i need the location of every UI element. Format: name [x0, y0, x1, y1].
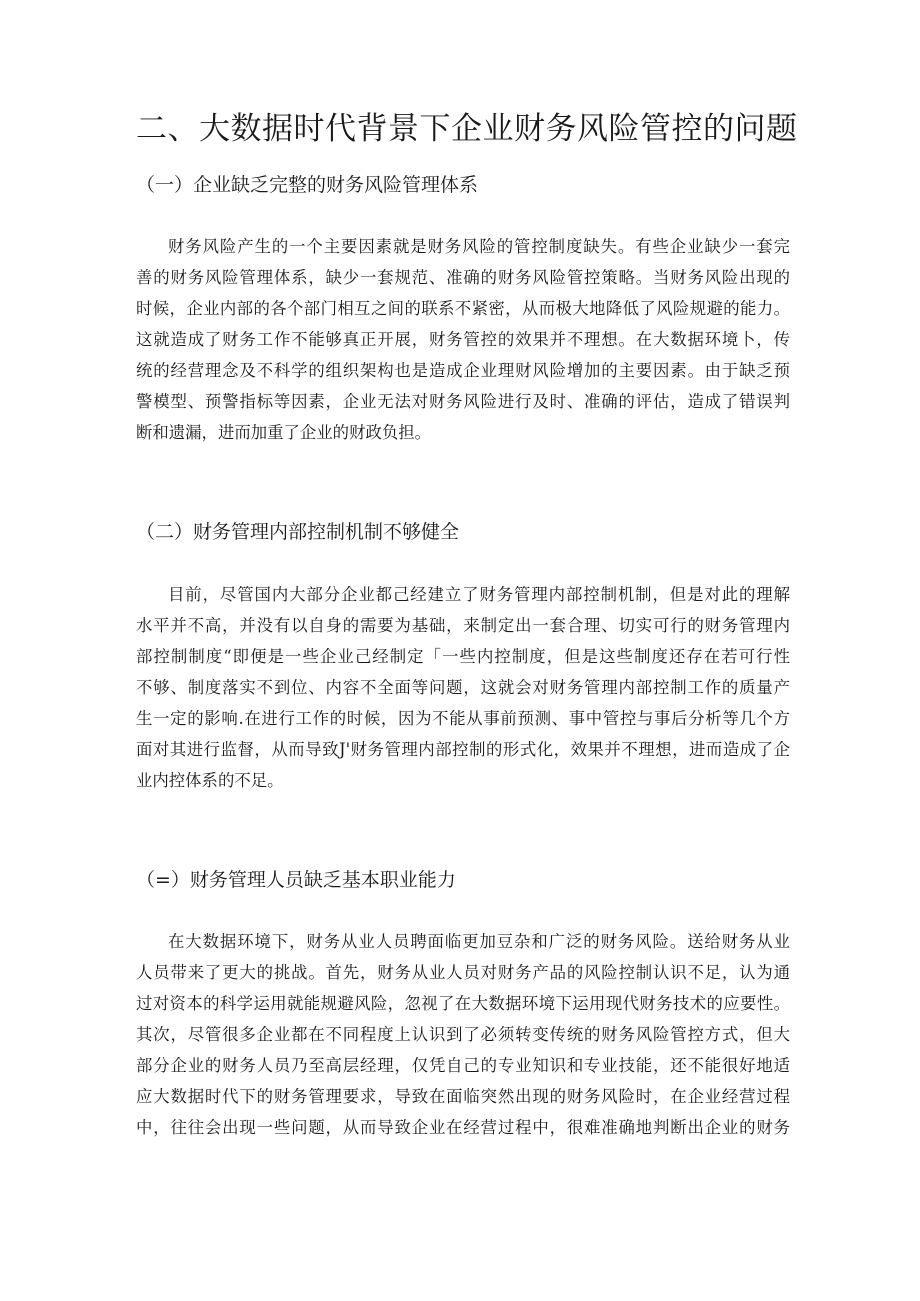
paragraph-line: 其次，尽管很多企业都在不同程度上认识到了必须转变传统的财务风险管控方式，但大 [136, 1025, 790, 1044]
paragraph-line: 这就造成了财务工作不能够真正开展，财务管控的效果并不理想。在大数据环境卜，传 [136, 330, 790, 349]
paragraph-line: 时候，企业内部的各个部门相互之间的联系不紧密，从而极大地降低了风险规避的能力。 [136, 299, 790, 318]
paragraph-line: 善的财务风险管理体系，缺少一套规范、准确的财务风险管控策略。当财务风险出现的 [136, 268, 790, 287]
paragraph-line: 警模型、预警指标等因素，企业无法对财务风险进行及时、准确的评估，造成了错误判 [136, 392, 790, 411]
paragraph-line: 业内控体系的不足。 [136, 771, 284, 790]
paragraph-line: 人员带来了更大的挑战。首先，财务从业人员对财务产品的风险控制认识不足，认为通 [136, 963, 790, 982]
subsection-heading-3: （=）财务管理人员缺乏基本职业能力 [136, 869, 456, 891]
paragraph-line: 面对其进行监督，从而导致J'财务管理内部控制的形式化，效果并不理想，进而造成了企 [136, 740, 790, 759]
paragraph-line: 目前，尽管国内大部分企业都己经建立了财务管理内部控制机制，但是对此的理解 [168, 585, 790, 604]
subsection-paragraph-3 [136, 926, 790, 1143]
paragraph-line: 过对资本的科学运用就能规避风险，忽视了在大数据环境下运用现代财务技术的应要性。 [136, 994, 790, 1013]
paragraph-line: 断和遗漏，进而加重了企业的财政负担。 [136, 423, 432, 442]
paragraph-line: 水平并不高，并没有以自身的需要为基础，来制定出一套合理、切实可行的财务管理内 [136, 616, 790, 635]
paragraph-line: 在大数据环境下，财务从业人员聘面临更加豆杂和广泛的财务风险。送给财务从业 [168, 932, 790, 951]
paragraph-line: 生一定的影响.在进行工作的时候，因为不能从事前预测、事中管控与事后分析等几个方 [136, 709, 790, 728]
subsection-paragraph-2 [136, 579, 790, 796]
paragraph-line: 财务风险产生的一个主要因素就是财务风险的管控制度缺失。有些企业缺少一套完 [168, 237, 790, 256]
paragraph-line: 应大数据时代下的财务管理要求，导致在面临突然出现的财务风险时，在企业经营过程 [136, 1087, 790, 1106]
paragraph-line: 不够、制度落实不到位、内容不全面等问题，这就会对财务管理内部控制工作的质量产 [136, 678, 790, 697]
paragraph-line: 部控制制度“即便是一些企业己经制定「一些内控制度，但是这些制度还存在若可行性 [136, 647, 790, 666]
paragraph-line: 中，往往会出现一些问题，从而导致企业在经营过程中，很难准确地判断出企业的财务 [136, 1118, 790, 1137]
section-title: 二、大数据时代背景下企业财务风险管控的问题 [136, 111, 798, 147]
paragraph-line: 统的经营理念及不科学的组织架构也是造成企业理财风险增加的主要因素。由于缺乏预 [136, 361, 790, 380]
paragraph-line: 部分企业的财务人员乃至高层经理，仅凭自己的专业知识和专业技能，还不能很好地适 [136, 1056, 790, 1075]
subsection-heading-1: （一）企业缺乏完整的财务风险管理体系 [136, 174, 479, 196]
subsection-paragraph-1 [136, 231, 790, 448]
subsection-heading-2: （二）财务管理内部控制机制不够健全 [136, 521, 460, 543]
